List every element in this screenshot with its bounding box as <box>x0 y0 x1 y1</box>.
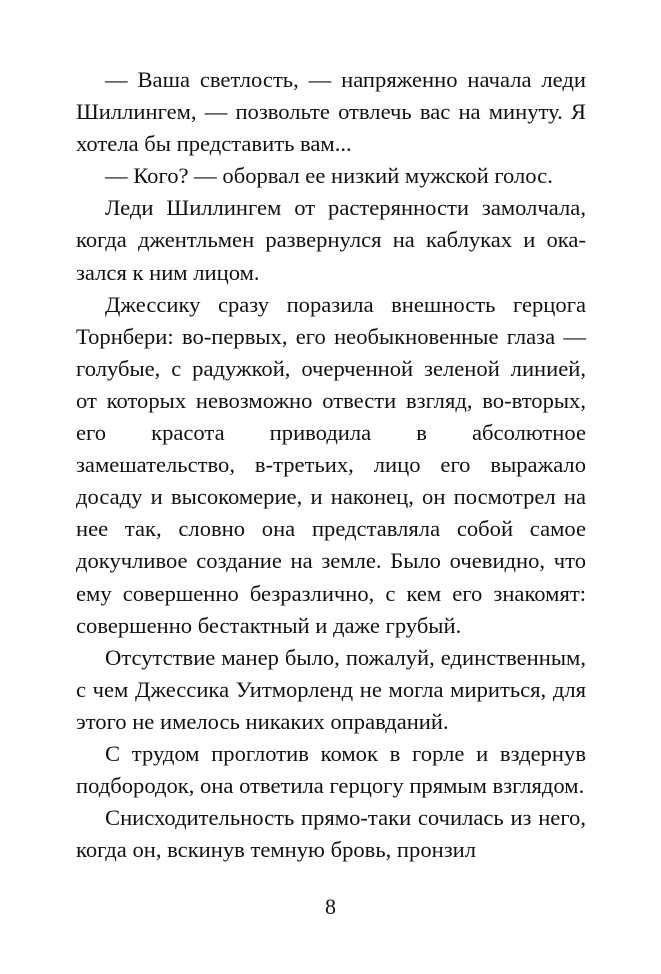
paragraph-4: Джессику сразу поразила внешность герцога Торнбери: во-первых, его необыкновенные глаза — голубые, с радужкой, очерченной зеленой линией, от которых невозможно отвести взгляд, во-вторых, его красота приводила в абсолютное замешательство, в-третьих, лицо его выражало досаду и высокомерие, и наконец, он посмотрел на нее так, словно она представляла собой самое докучливое создание на земле. Было очевидно, что ему совершенно безразлично, с кем его знакомят: совершенно бестактный и даже грубый. <box>76 291 586 638</box>
paragraph-1: — Ваша светлость, — напряженно начала леди Шиллингем, — позвольте отвлечь вас на минуту. Я хотела бы представить вам... <box>76 67 586 157</box>
paragraph-3: Леди Шиллингем от растерянности замолчала, когда джентльмен развернулся на каблуках и оказался к ним лицом. <box>76 195 586 285</box>
page-number: 8 <box>325 894 336 919</box>
paragraph-7: Снисходительность прямо-таки сочилась из него, когда он, вскинув темную бровь, пронзил <box>76 805 586 863</box>
paragraph-2: — Кого? — оборвал ее низкий мужской голос. <box>105 163 553 189</box>
body-text <box>76 64 586 866</box>
paragraph-5: Отсутствие манер было, пожалуй, единственным, с чем Джессика Уитморленд не могла мириться, для этого не имелось никаких оправданий. <box>76 644 586 734</box>
paragraph-6: С трудом проглотив комок в горле и вздернув подбородок, она ответила герцогу прямым взглядом. <box>76 740 586 799</box>
